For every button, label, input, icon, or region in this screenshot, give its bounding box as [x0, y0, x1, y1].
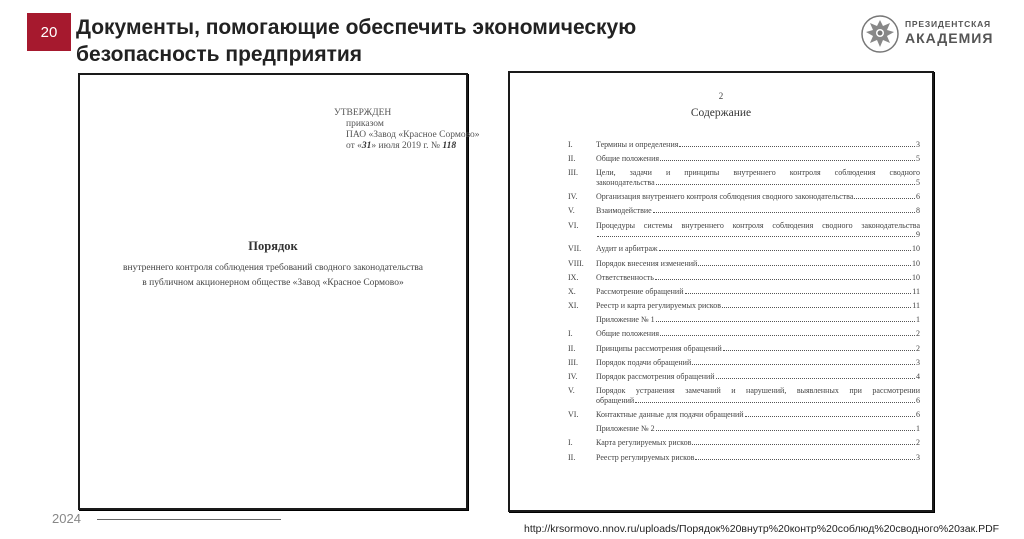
contents-heading: Содержание: [690, 107, 752, 119]
toc-entry-page: 1: [916, 315, 920, 325]
toc-entry-title: Приложение № 2: [596, 424, 655, 434]
order-number: 118: [442, 141, 457, 151]
toc-entry-title: Взаимодействие: [596, 206, 652, 216]
toc-entry: [568, 206, 920, 216]
toc-entry-page: 6: [916, 409, 920, 419]
toc-entry-page: 5: [916, 154, 920, 164]
toc-entry-title: Порядок внесения изменений: [596, 258, 698, 268]
page-number: 2: [718, 91, 724, 101]
toc-leader-dots: [655, 279, 911, 280]
toc-entry-page: 10: [912, 272, 920, 282]
toc-entry-number: III.: [568, 168, 578, 178]
toc-entry-title: Контактные данные для подачи обращений: [596, 409, 744, 419]
source-link[interactable]: http://krsormovo.nnov.ru/uploads/Порядок%20внутр%20контр%20соблюд%20сводного%20зак.PDF: [524, 523, 1000, 535]
toc-entry-number: I.: [568, 140, 573, 149]
toc-entry-page: 2: [916, 329, 920, 339]
toc-entry-title: Реестр и карта регулируемых рисков: [596, 301, 722, 311]
toc-entry-title-cont: законодательства: [596, 177, 655, 187]
toc-entry: [568, 287, 920, 297]
toc-entry-number: I.: [568, 438, 573, 448]
slide-title-line2: безопасность предприятия: [76, 43, 363, 66]
subtitle-line1: внутреннего контроля соблюдения требований сводного законодательства: [123, 263, 423, 273]
toc-entry-number: XI.: [568, 301, 579, 311]
toc-entry-number: II.: [568, 154, 576, 164]
eagle-emblem-icon: [860, 12, 900, 56]
slide-number: 20: [27, 13, 71, 51]
footer-year: 2024: [52, 511, 81, 526]
toc-entry: [568, 192, 920, 202]
toc-entry-title: Карта регулируемых рисков: [596, 438, 692, 448]
toc-entry-number: VI.: [568, 409, 579, 419]
toc-entry: [568, 154, 920, 164]
toc-entry-title: Организация внутреннего контроля соблюдения сводного законодательства: [596, 192, 854, 202]
toc-entry-title: Принципы рассмотрения обращений: [596, 343, 722, 353]
toc-leader-dots: [723, 350, 915, 351]
toc-entry-page: 6: [916, 192, 920, 202]
toc-entry: [568, 244, 920, 254]
toc-entry-number: V.: [568, 386, 575, 396]
toc-leader-dots: [692, 364, 915, 365]
toc-entry: [568, 410, 920, 420]
toc-entry-number: II.: [568, 452, 576, 462]
toc-leader-dots: [745, 416, 915, 417]
toc-entry: [568, 329, 920, 339]
toc-entry-title: Термины и определения: [596, 140, 679, 149]
toc-leader-dots: [635, 402, 915, 403]
toc-entry-number: VI.: [568, 220, 579, 230]
approval-block: [334, 108, 480, 152]
academy-logo: [860, 10, 1000, 62]
toc-entry-number: VIII.: [568, 258, 584, 268]
toc-entry-number: III.: [568, 357, 578, 367]
toc-entry-title: Рассмотрение обращений: [596, 286, 684, 296]
toc-entry: [568, 372, 920, 382]
toc-entry-page: 8: [916, 206, 920, 216]
toc-leader-dots: [659, 250, 911, 251]
toc-entry: [568, 221, 920, 240]
toc-entry-page: 11: [912, 286, 920, 296]
toc-entry-page: 1: [916, 424, 920, 434]
document-subtitle: [80, 261, 466, 291]
document-heading: Порядок: [248, 239, 298, 253]
toc-entry-page: 11: [912, 301, 920, 311]
toc-entry-title: Реестр регулируемых рисков: [596, 452, 695, 462]
toc-leader-dots: [653, 212, 915, 213]
document-contents-page: [508, 71, 934, 512]
toc-entry: [568, 438, 920, 448]
toc-entry-page: 9: [916, 230, 920, 240]
toc-entry-title: Приложение № 1: [596, 315, 655, 325]
toc-entry-title: Процедуры системы внутреннего контроля соблюдения сводного законодательства: [596, 220, 920, 230]
toc-entry: [568, 358, 920, 368]
toc-entry-title: Порядок рассмотрения обращений: [596, 372, 715, 381]
toc-entry-title: Ответственность: [596, 272, 654, 282]
toc-leader-dots: [656, 321, 915, 322]
toc-leader-dots: [597, 236, 915, 237]
toc-entry-page: 10: [912, 258, 920, 268]
toc-leader-dots: [695, 459, 915, 460]
toc-leader-dots: [679, 146, 915, 147]
toc-entry-title: Аудит и арбитраж: [596, 244, 658, 254]
logo-text-line2: АКАДЕМИЯ: [905, 30, 994, 46]
document-title-page: [78, 73, 480, 510]
toc-entry-page: 2: [916, 438, 920, 448]
toc-entry-title: Общие положения: [596, 329, 660, 339]
toc-leader-dots: [692, 444, 915, 445]
toc-entry-number: V.: [568, 206, 575, 216]
footer-divider: [97, 519, 281, 520]
toc-entry: [568, 315, 920, 325]
toc-entry-number: VII.: [568, 244, 582, 254]
date-day: 31: [361, 141, 372, 151]
toc-leader-dots: [722, 307, 911, 308]
toc-entry-number: I.: [568, 329, 573, 339]
toc-entry-title: Цели, задачи и принципы внутреннего контроля соблюдения сводного: [596, 168, 920, 178]
toc-entry-number: II.: [568, 343, 576, 353]
slide-title-line1: Документы, помогающие обеспечить экономическую: [76, 16, 637, 39]
date-middle: » июля 2019 г. №: [371, 141, 440, 151]
toc-entry-number: X.: [568, 286, 576, 296]
toc-leader-dots: [854, 198, 915, 199]
toc-entry-title: Общие положения: [596, 154, 660, 164]
approved-label: УТВЕРЖДЕН: [334, 108, 392, 118]
company-name: ПАО «Завод «Красное Сормово»: [346, 130, 480, 140]
toc-leader-dots: [716, 378, 915, 379]
toc-entry: [568, 424, 920, 434]
toc-entry: [568, 386, 920, 405]
logo-text-line1: ПРЕЗИДЕНТСКАЯ: [905, 19, 991, 29]
slide-title: [76, 14, 776, 68]
toc-entry-number: IX.: [568, 272, 579, 282]
toc-entry-page: 3: [916, 452, 920, 462]
toc-entry-title-cont: обращений: [596, 395, 635, 405]
toc-entry-page: 5: [916, 177, 920, 187]
toc-entry-title: Порядок устранения замечаний и нарушений, выявленных при рассмотрении: [596, 386, 920, 396]
toc-entry-number: IV.: [568, 372, 578, 381]
toc-leader-dots: [685, 293, 912, 294]
toc-leader-dots: [660, 335, 915, 336]
toc-entry-page: 10: [912, 244, 920, 254]
toc-entry: [568, 453, 920, 463]
toc-entry: [568, 344, 920, 354]
toc-entry: [568, 301, 920, 311]
toc-entry-page: 3: [916, 140, 920, 149]
date-prefix: от «: [346, 141, 362, 151]
toc-entry: [568, 168, 920, 187]
toc-leader-dots: [656, 184, 915, 185]
toc-entry-page: 4: [916, 372, 920, 381]
toc-entry: [568, 273, 920, 283]
toc-entry-title: Порядок подачи обращений: [596, 357, 692, 367]
subtitle-line2: в публичном акционерном обществе «Завод «Красное Сормово»: [142, 278, 404, 288]
toc-leader-dots: [698, 265, 911, 266]
by-order-label: приказом: [346, 119, 384, 129]
toc-entry-number: IV.: [568, 192, 578, 202]
table-of-contents: [568, 140, 920, 462]
toc-leader-dots: [656, 430, 915, 431]
toc-entry: [568, 259, 920, 269]
approval-date: [334, 141, 480, 152]
toc-entry-page: 6: [916, 395, 920, 405]
toc-entry: [568, 140, 920, 150]
toc-entry-page: 2: [916, 343, 920, 353]
toc-leader-dots: [660, 160, 915, 161]
toc-entry-page: 3: [916, 357, 920, 367]
